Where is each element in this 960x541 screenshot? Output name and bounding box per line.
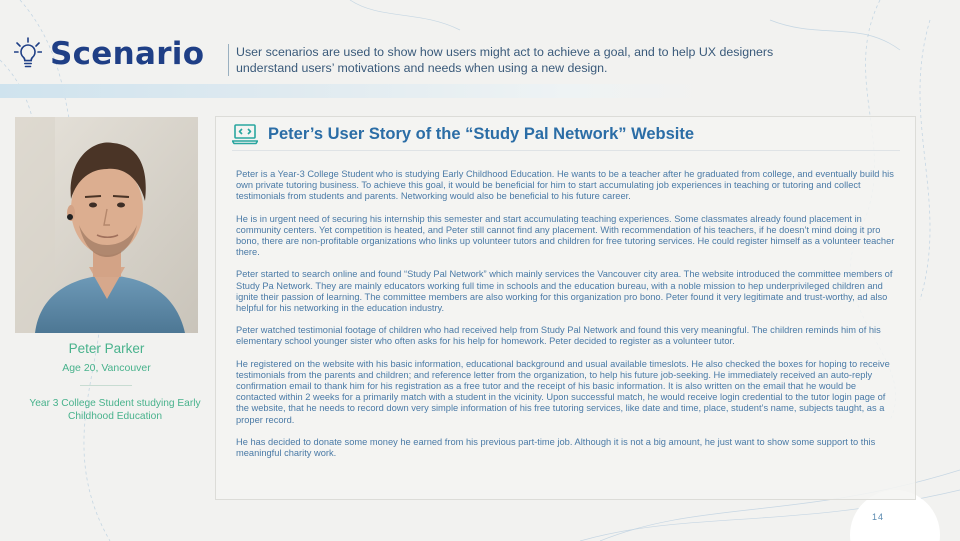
persona-divider <box>80 385 132 386</box>
story-title: Peter’s User Story of the “Study Pal Network” Website <box>268 124 695 143</box>
persona-age: Age 20, Vancouver <box>62 362 151 374</box>
story-body <box>236 169 896 470</box>
story-paragraph: Peter is a Year-3 College Student who is studying Early Childhood Education. He wants to be a teacher after he graduated from college, and eventually build his own private tutoring business. To achieve this goal, it would be beneficial for him to start accumulating job experiences in teaching or tutoring and collect testimonials from students and parents. Networking would also be beneficial to his future career. <box>236 169 894 202</box>
page-title: Scenario <box>50 36 205 72</box>
laptop-icon <box>232 123 258 145</box>
intro-text: User scenarios are used to show how users might act to achieve a goal, and to help UX designers understand users’ motivations and needs when using a new design. <box>236 45 774 75</box>
story-paragraph: Peter watched testimonial footage of children who had received help from Study Pal Network and found this very meaningful. The children reminds him of his elementary school younger sister who often asks for his help for homework. Peter decided to register as a volunteer tutor. <box>236 325 881 347</box>
header-divider <box>228 44 229 76</box>
lightbulb-icon <box>14 37 42 71</box>
page-number: 14 <box>872 512 885 522</box>
header-band <box>0 84 710 98</box>
title-area <box>14 36 204 72</box>
story-paragraph: He registered on the website with his basic information, educational background and usual available timeslots. He also checked the boxes for hoping to receive testimonials from the parents and children; and reference letter from the organization, to help his future job-seeking. He immediately received an auto-reply confirmation email to thank him for his registration as a free tutor and the receipt of his basic information. It is also written on the email that he would be contacted within 2 weeks for a primarily match with a student in the vicinity. Upon successful match, he would receive login credential to the tutor login page of the website, that he needs to record down very simple information of his free tutoring services, like date and time, place, student’s name, subjects taught, as a proper record. <box>236 358 890 425</box>
persona-description: Year 3 College Student studying Early Childhood Education <box>29 398 201 422</box>
card-divider <box>232 150 900 151</box>
persona-name: Peter Parker <box>68 341 145 356</box>
user-story-card <box>215 116 916 500</box>
story-paragraph: Peter started to search online and found “Study Pal Network” which mainly services the Vancouver city area. The website introduced the committee members of Study Pa Network. They are mainly educators working full time in schools and the education bureau, with a noble mission to hep underprivileged children and ignite their passion of learning. The committee members are also working for this organization pro bono. Peter found it very legitimate and trust-worthy, ad also helpful for his networking in the education industry. <box>236 269 893 314</box>
story-paragraph: He has decided to donate some money he earned from his previous part-time job. Although it is not a big amount, he just want to show some support to this meaningful charity work. <box>236 436 876 459</box>
story-paragraph: He is in urgent need of securing his internship this semester and start accumulating teaching experiences. Some classmates already found placement in community centers. Yet competition is heated, and Peter still cannot find any placement. With recommendation of his teachers, if he doesn’t mind doing it pro bono, there are non-profitable organizations who links up volunteer tutors and children for free tutoring services. He could register himself as a volunteer teacher there. <box>236 213 895 258</box>
card-header <box>232 123 694 145</box>
persona-photo <box>15 117 198 333</box>
